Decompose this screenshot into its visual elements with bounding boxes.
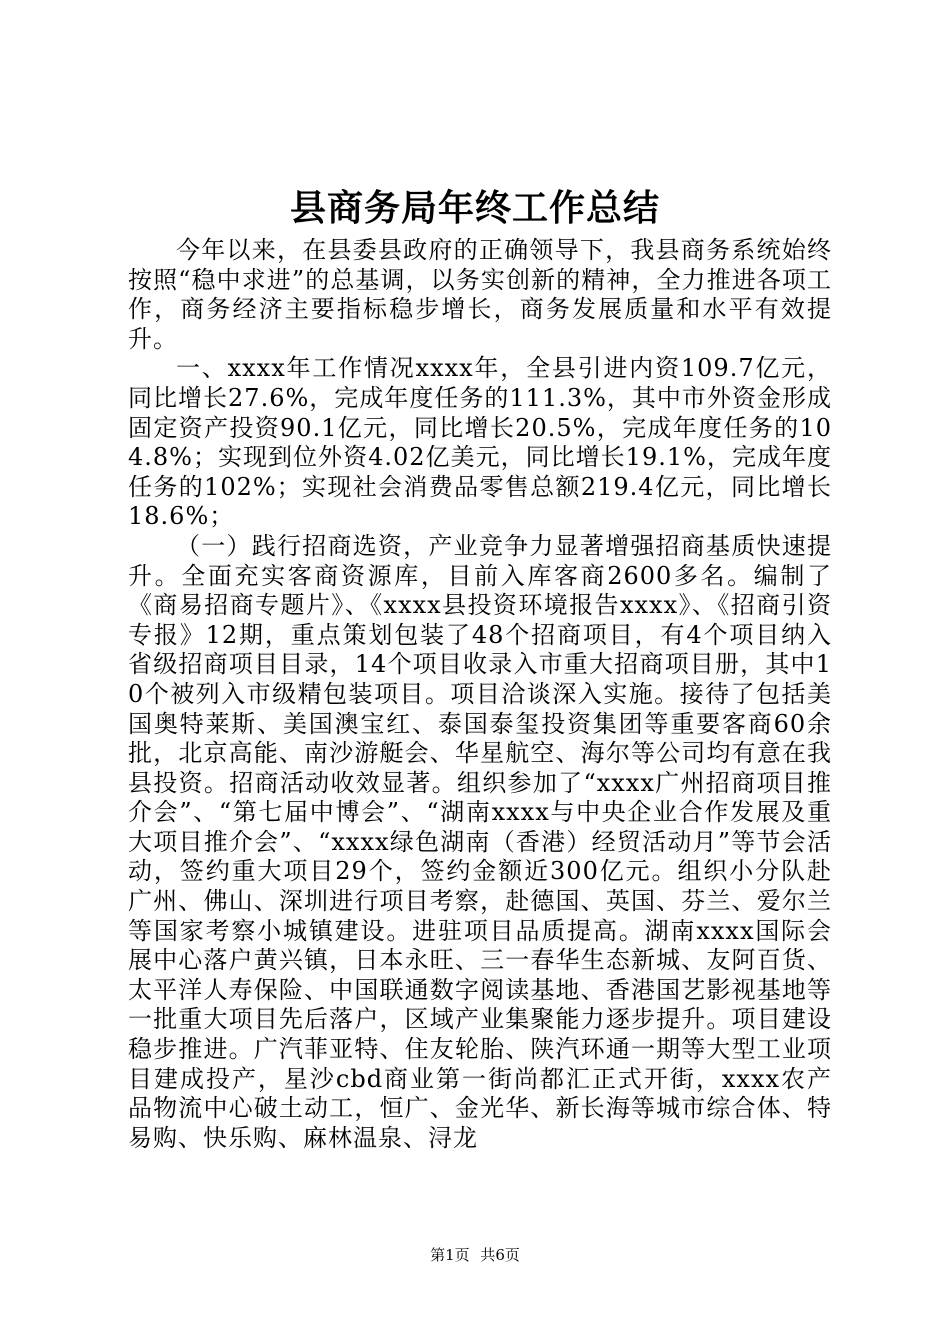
page-footer: 第1页 共6页 xyxy=(430,1246,520,1264)
document-body xyxy=(128,236,832,1153)
document-title: 县商务局年终工作总结 xyxy=(289,188,660,229)
investment-section-paragraph: （一）践行招商选资，产业竞争力显著增强招商基质快速提升。全面充实客商资源库，目前入库客商2600多名。编制了《商易招商专题片》、《xxxx县投资环境报告xxxx》、《招商引资专报》12期，重点策划包装了48个招商项目，有4个项目纳入省级招商项目目录，14个项目收录入市重大招商项目册，其中10个被列入市级精包装项目。项目洽谈深入实施。接待了包括美国奥特莱斯、美国澳宝红、泰国泰玺投资集团等重要客商60余批，北京高能、南沙游艇会、华星航空、海尔等公司均有意在我县投资。招商活动收效显著。组织参加了“xxxx广州招商项目推介会”、“第七届中博会”、“湖南xxxx与中央企业合作发展及重大项目推介会”、“xxxx绿色湖南（香港）经贸活动月”等节会活动，签约重大项目29个，签约金额近300亿元。组织小分队赴广州、佛山、深圳进行项目考察，赴德国、英国、芬兰、爱尔兰等国家考察小城镇建设。进驻项目品质提高。湖南xxxx国际会展中心落户黄兴镇，日本永旺、三一春华生态新城、友阿百货、太平洋人寿保险、中国联通数字阅读基地、香港国艺影视基地等一批重大项目先后落户，区域产业集聚能力逐步提升。项目建设稳步推进。广汽菲亚特、住友轮胎、陕汽环通一期等大型工业项目建成投产，星沙cbd商业第一街尚都汇正式开街，xxxx农产品物流中心破土动工，恒广、金光华、新长海等城市综合体、特易购、快乐购、麻林温泉、浔龙 xyxy=(128,531,832,1152)
work-overview-paragraph: 一、xxxx年工作情况xxxx年，全县引进内资109.7亿元，同比增长27.6%，完成年度任务的111.3%，其中市外资金形成固定资产投资90.1亿元，同比增长20.5%，完成年度任务的104.8%；实现到位外资4.02亿美元，同比增长19.1%，完成年度任务的102%；实现社会消费品零售总额219.4亿元，同比增长18.6%； xyxy=(128,354,832,531)
intro-paragraph: 今年以来，在县委县政府的正确领导下，我县商务系统始终按照“稳中求进”的总基调，以务实创新的精神，全力推进各项工作，商务经济主要指标稳步增长，商务发展质量和水平有效提升。 xyxy=(128,236,832,353)
